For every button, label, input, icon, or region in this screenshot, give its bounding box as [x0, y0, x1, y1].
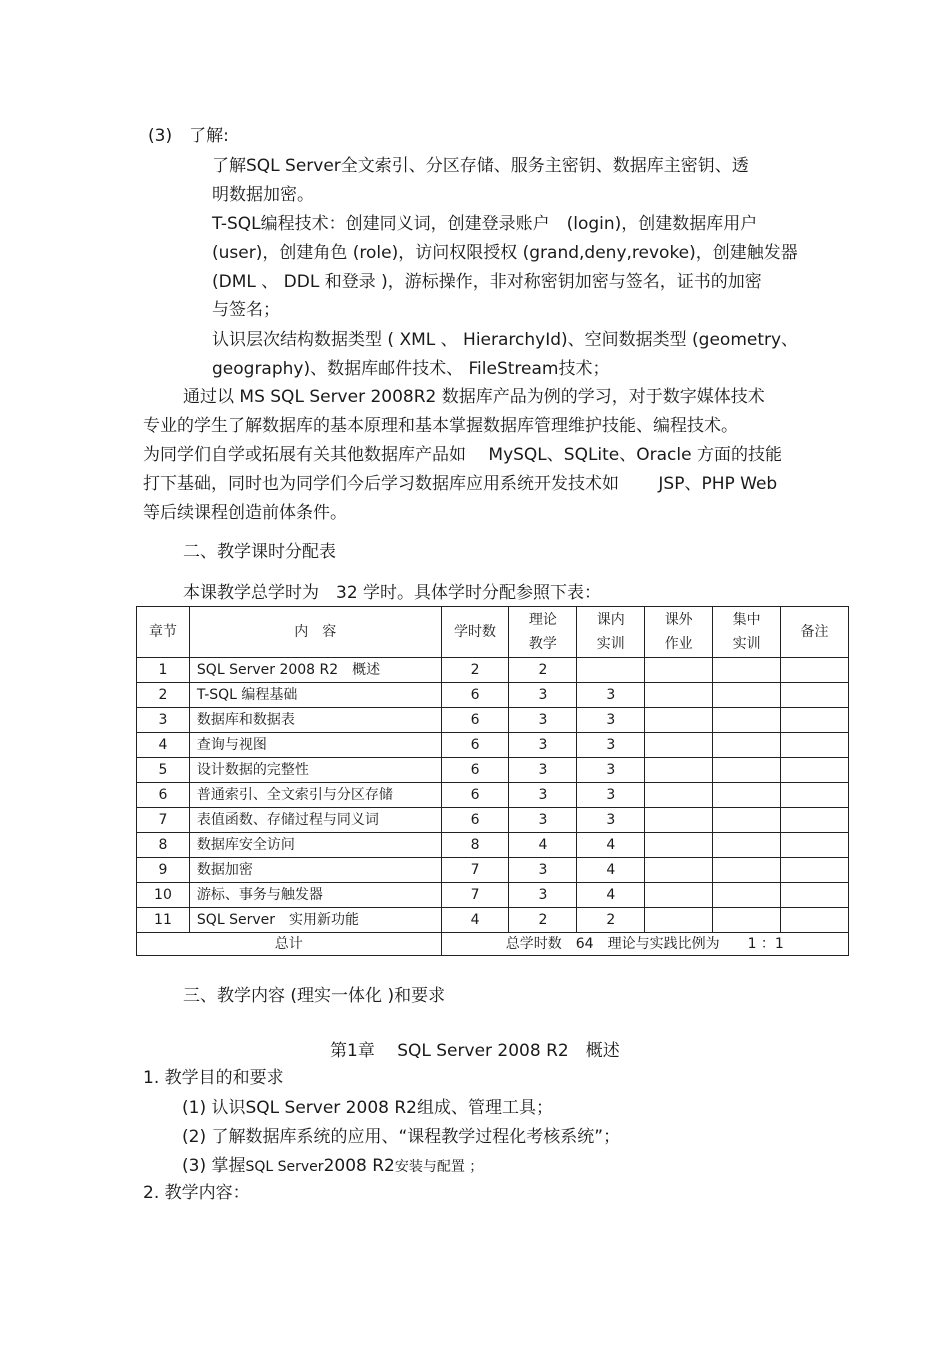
cell-hours: 6 [441, 758, 509, 783]
cell-intensive [713, 808, 781, 833]
cell-theory: 3 [509, 783, 577, 808]
cell-homework [645, 683, 713, 708]
cell-lab: 3 [577, 733, 645, 758]
header-hours: 学时数 [441, 607, 509, 658]
header-lab [577, 607, 645, 658]
header-intensive-line2: 实训 [732, 636, 761, 652]
cell-homework [645, 858, 713, 883]
section2-intro: 本课教学总学时为 32 学时。具体学时分配参照下表： [183, 583, 602, 603]
cell-intensive [713, 733, 781, 758]
chapter1-title: 第1章 SQL Server 2008 R2 概述 [330, 1041, 620, 1061]
cell-notes [781, 658, 849, 683]
chapter1-sub1: (1) 认识SQL Server 2008 R2组成、管理工具； [182, 1098, 553, 1118]
cell-homework [645, 908, 713, 933]
cell-notes [781, 858, 849, 883]
cell-intensive [713, 708, 781, 733]
cell-chapter: 7 [137, 808, 190, 833]
cell-content: T-SQL 编程基础 [189, 683, 441, 708]
cell-content: 设计数据的完整性 [189, 758, 441, 783]
total-label: 总计 [137, 933, 442, 956]
cell-intensive [713, 658, 781, 683]
cell-theory: 3 [509, 808, 577, 833]
cell-lab: 3 [577, 683, 645, 708]
cell-theory: 4 [509, 833, 577, 858]
understand-line: 与签名； [212, 300, 280, 320]
cell-chapter: 9 [137, 858, 190, 883]
cell-intensive [713, 683, 781, 708]
cell-theory: 3 [509, 733, 577, 758]
header-homework-line2: 作业 [664, 636, 693, 652]
cell-hours: 6 [441, 733, 509, 758]
header-notes: 备注 [781, 607, 849, 658]
sub3-product: SQL Server [245, 1159, 324, 1175]
intro-line: 等后续课程创造前体条件。 [143, 503, 347, 523]
cell-chapter: 6 [137, 783, 190, 808]
cell-hours: 8 [441, 833, 509, 858]
understand-line: 认识层次结构数据类型 ( XML 、 HierarchyId)、空间数据类型 (geometry、 [212, 330, 799, 350]
cell-intensive [713, 758, 781, 783]
cell-hours: 6 [441, 783, 509, 808]
header-chapter: 章节 [137, 607, 190, 658]
cell-homework [645, 783, 713, 808]
intro-line: 打下基础，同时也为同学们今后学习数据库应用系统开发技术如 JSP、PHP Web [143, 474, 778, 494]
cell-lab: 3 [577, 758, 645, 783]
understand-label: (3) 了解: [148, 126, 229, 146]
cell-lab: 3 [577, 808, 645, 833]
cell-content: 表值函数、存储过程与同义词 [189, 808, 441, 833]
cell-homework [645, 758, 713, 783]
cell-notes [781, 908, 849, 933]
table-row [137, 783, 849, 808]
understand-line: geography)、数据库邮件技术、 FileStream技术； [212, 359, 610, 379]
sub3-version: 2008 R2 [323, 1156, 395, 1176]
table-row [137, 833, 849, 858]
cell-content: 查询与视图 [189, 733, 441, 758]
header-theory-line1: 理论 [528, 612, 557, 628]
cell-lab: 3 [577, 783, 645, 808]
header-theory [509, 607, 577, 658]
cell-hours: 4 [441, 908, 509, 933]
cell-notes [781, 708, 849, 733]
header-homework [645, 607, 713, 658]
cell-theory: 2 [509, 908, 577, 933]
cell-chapter: 3 [137, 708, 190, 733]
cell-theory: 3 [509, 758, 577, 783]
cell-chapter: 1 [137, 658, 190, 683]
cell-theory: 3 [509, 708, 577, 733]
cell-notes [781, 808, 849, 833]
sub3-suffix: 安装与配置 ； [394, 1159, 484, 1175]
cell-notes [781, 758, 849, 783]
cell-theory: 3 [509, 883, 577, 908]
header-lab-line2: 实训 [596, 636, 625, 652]
cell-notes [781, 883, 849, 908]
cell-homework [645, 833, 713, 858]
table-row [137, 883, 849, 908]
section2-heading: 二、教学课时分配表 [183, 542, 336, 562]
cell-intensive [713, 883, 781, 908]
chapter1-item2: 2. 教学内容： [143, 1183, 250, 1203]
cell-chapter: 8 [137, 833, 190, 858]
understand-line: (DML 、 DDL 和登录 )，游标操作，非对称密钥加密与签名，证书的加密 [212, 272, 762, 292]
cell-intensive [713, 783, 781, 808]
cell-theory: 3 [509, 858, 577, 883]
chapter1-sub2: (2) 了解数据库系统的应用、“课程教学过程化考核系统”； [182, 1127, 621, 1147]
table-row [137, 808, 849, 833]
understand-line: 明数据加密。 [212, 185, 314, 205]
cell-notes [781, 783, 849, 808]
cell-content: SQL Server 2008 R2 概述 [189, 658, 441, 683]
understand-line: 了解SQL Server全文索引、分区存储、服务主密钥、数据库主密钥、透 [212, 156, 749, 176]
intro-line: 为同学们自学或拓展有关其他数据库产品如 MySQL、SQLite、Oracle 方面的技能 [143, 445, 782, 465]
cell-content: 游标、事务与触发器 [189, 883, 441, 908]
understand-line: T-SQL编程技术：创建同义词，创建登录账户 (login)，创建数据库用户 [212, 214, 758, 234]
understand-line: (user)，创建角色 (role)，访问权限授权 (grand,deny,revoke)，创建触发器 [212, 243, 798, 263]
header-theory-line2: 教学 [528, 636, 557, 652]
cell-intensive [713, 833, 781, 858]
table-row [137, 658, 849, 683]
hours-table [136, 606, 849, 956]
cell-hours: 6 [441, 808, 509, 833]
cell-content: 数据库安全访问 [189, 833, 441, 858]
cell-hours: 6 [441, 708, 509, 733]
cell-homework [645, 658, 713, 683]
table-row [137, 908, 849, 933]
header-homework-line1: 课外 [664, 612, 693, 628]
cell-intensive [713, 908, 781, 933]
cell-content: 数据加密 [189, 858, 441, 883]
cell-lab: 4 [577, 883, 645, 908]
header-intensive [713, 607, 781, 658]
cell-lab [577, 658, 645, 683]
table-row [137, 708, 849, 733]
cell-chapter: 5 [137, 758, 190, 783]
header-lab-line1: 课内 [596, 612, 625, 628]
cell-hours: 7 [441, 883, 509, 908]
cell-notes [781, 833, 849, 858]
cell-homework [645, 808, 713, 833]
cell-chapter: 2 [137, 683, 190, 708]
cell-content: 数据库和数据表 [189, 708, 441, 733]
cell-lab: 4 [577, 858, 645, 883]
cell-lab: 3 [577, 708, 645, 733]
total-text: 总学时数 64 理论与实践比例为 1 ：1 [441, 933, 848, 956]
cell-homework [645, 708, 713, 733]
cell-hours: 6 [441, 683, 509, 708]
cell-hours: 7 [441, 858, 509, 883]
chapter1-sub3 [182, 1156, 483, 1177]
cell-intensive [713, 858, 781, 883]
table-row [137, 733, 849, 758]
cell-notes [781, 683, 849, 708]
header-content: 内 容 [189, 607, 441, 658]
table-row [137, 858, 849, 883]
cell-chapter: 10 [137, 883, 190, 908]
intro-line: 通过以 MS SQL Server 2008R2 数据库产品为例的学习，对于数字媒体技术 [183, 387, 765, 407]
sub3-prefix: (3) 掌握 [182, 1156, 246, 1176]
cell-theory: 2 [509, 658, 577, 683]
table-header-row [137, 607, 849, 658]
cell-hours: 2 [441, 658, 509, 683]
intro-line: 专业的学生了解数据库的基本原理和基本掌握数据库管理维护技能、编程技术。 [143, 416, 738, 436]
cell-theory: 3 [509, 683, 577, 708]
cell-chapter: 11 [137, 908, 190, 933]
header-intensive-line1: 集中 [732, 612, 761, 628]
table-total-row [137, 933, 849, 956]
chapter1-item1: 1. 教学目的和要求 [143, 1068, 284, 1088]
cell-notes [781, 733, 849, 758]
table-row [137, 683, 849, 708]
cell-homework [645, 733, 713, 758]
cell-lab: 4 [577, 833, 645, 858]
table-row [137, 758, 849, 783]
cell-content: SQL Server 实用新功能 [189, 908, 441, 933]
cell-chapter: 4 [137, 733, 190, 758]
cell-content: 普通索引、全文索引与分区存储 [189, 783, 441, 808]
cell-homework [645, 883, 713, 908]
cell-lab: 2 [577, 908, 645, 933]
section3-heading: 三、教学内容 (理实一体化 )和要求 [183, 986, 446, 1006]
